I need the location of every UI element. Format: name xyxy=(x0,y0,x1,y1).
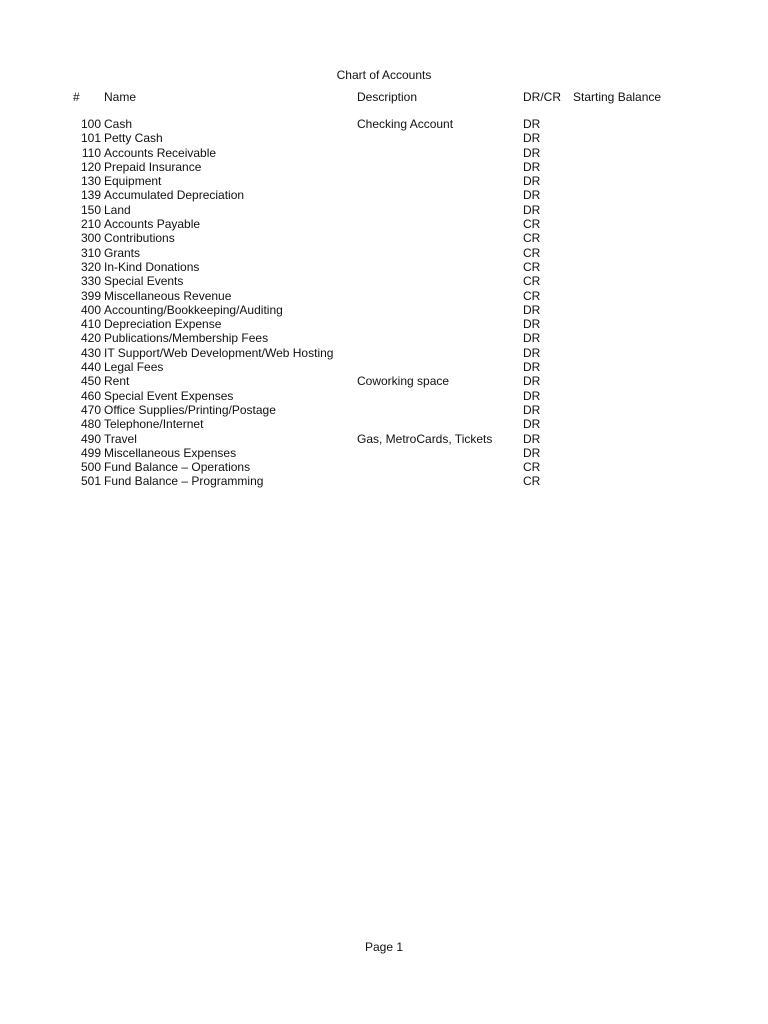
table-row xyxy=(0,160,768,174)
account-name: Accounts Receivable xyxy=(104,145,217,160)
account-drcr: CR xyxy=(523,474,541,489)
table-row xyxy=(0,146,768,160)
table-row xyxy=(0,188,768,202)
header-drcr: DR/CR xyxy=(523,90,561,104)
account-number: 330 xyxy=(80,274,101,289)
account-drcr: DR xyxy=(523,360,541,375)
page-number: Page 1 xyxy=(364,940,404,954)
table-row xyxy=(0,474,768,488)
account-number: 100 xyxy=(80,117,101,131)
account-drcr: DR xyxy=(523,145,541,160)
account-number: 501 xyxy=(80,474,101,489)
account-drcr: DR xyxy=(523,431,541,446)
account-number: 399 xyxy=(80,288,101,303)
account-number: 120 xyxy=(80,159,101,174)
table-row xyxy=(0,231,768,245)
table-row xyxy=(0,389,768,403)
account-number: 490 xyxy=(80,431,101,446)
account-drcr: CR xyxy=(523,460,541,475)
account-name: Contributions xyxy=(104,231,175,246)
table-row xyxy=(0,217,768,231)
table-row xyxy=(0,174,768,188)
account-number: 460 xyxy=(80,388,101,403)
account-name: Special Event Expenses xyxy=(104,388,234,403)
table-row xyxy=(0,460,768,474)
account-name: Special Events xyxy=(104,274,184,289)
account-number: 450 xyxy=(80,374,101,389)
account-number: 499 xyxy=(80,445,101,460)
account-number: 130 xyxy=(80,174,101,189)
account-drcr: DR xyxy=(523,374,541,389)
account-drcr: CR xyxy=(523,259,541,274)
table-row xyxy=(0,346,768,360)
account-name: Miscellaneous Expenses xyxy=(104,445,237,460)
table-row xyxy=(0,260,768,274)
account-name: Rent xyxy=(104,374,130,389)
account-name: Accounts Payable xyxy=(104,217,201,232)
account-drcr: DR xyxy=(523,302,541,317)
account-drcr: DR xyxy=(523,202,541,217)
account-name: IT Support/Web Development/Web Hosting xyxy=(104,345,334,360)
account-name: Miscellaneous Revenue xyxy=(104,288,232,303)
account-number: 210 xyxy=(80,217,101,232)
table-row xyxy=(0,417,768,431)
table-row xyxy=(0,303,768,317)
accounts-table xyxy=(0,117,768,489)
account-number: 430 xyxy=(80,345,101,360)
table-row xyxy=(0,117,768,131)
account-drcr: CR xyxy=(523,231,541,246)
account-drcr: CR xyxy=(523,217,541,232)
account-number: 320 xyxy=(80,259,101,274)
account-drcr: DR xyxy=(523,331,541,346)
account-number: 420 xyxy=(80,331,101,346)
account-name: Prepaid Insurance xyxy=(104,159,202,174)
account-number: 410 xyxy=(80,317,101,332)
table-row xyxy=(0,432,768,446)
table-row xyxy=(0,131,768,145)
account-number: 300 xyxy=(80,231,101,246)
account-name: Petty Cash xyxy=(104,131,163,146)
account-number: 139 xyxy=(80,188,101,203)
account-description: Checking Account xyxy=(357,117,454,131)
table-row xyxy=(0,274,768,288)
account-drcr: DR xyxy=(523,445,541,460)
account-drcr: DR xyxy=(523,345,541,360)
account-name: Land xyxy=(104,202,131,217)
table-row xyxy=(0,289,768,303)
account-name: Fund Balance – Programming xyxy=(104,474,264,489)
account-name: Travel xyxy=(104,431,137,446)
account-drcr: DR xyxy=(523,317,541,332)
account-number: 400 xyxy=(80,302,101,317)
account-name: Grants xyxy=(104,245,141,260)
account-drcr: DR xyxy=(523,417,541,432)
table-row xyxy=(0,331,768,345)
account-drcr: DR xyxy=(523,174,541,189)
table-row xyxy=(0,360,768,374)
account-drcr: DR xyxy=(523,188,541,203)
account-name: Depreciation Expense xyxy=(104,317,222,332)
account-drcr: CR xyxy=(523,245,541,260)
account-number: 150 xyxy=(80,202,101,217)
table-row xyxy=(0,317,768,331)
account-name: Accumulated Depreciation xyxy=(104,188,245,203)
account-drcr: DR xyxy=(523,388,541,403)
header-number: # xyxy=(73,90,80,104)
header-name: Name xyxy=(104,90,137,104)
column-headers xyxy=(0,90,768,104)
header-description: Description xyxy=(357,90,418,104)
account-description: Gas, MetroCards, Tickets xyxy=(357,431,493,446)
account-number: 500 xyxy=(80,460,101,475)
account-number: 310 xyxy=(80,245,101,260)
table-row xyxy=(0,374,768,388)
account-name: Legal Fees xyxy=(104,360,164,375)
account-number: 110 xyxy=(81,145,101,160)
header-starting-balance: Starting Balance xyxy=(573,90,662,104)
account-name: Cash xyxy=(104,117,133,131)
account-number: 101 xyxy=(80,131,101,146)
account-drcr: CR xyxy=(523,288,541,303)
account-name: Publications/Membership Fees xyxy=(104,331,269,346)
table-row xyxy=(0,203,768,217)
account-description: Coworking space xyxy=(357,374,450,389)
account-drcr: DR xyxy=(523,117,541,131)
account-name: In-Kind Donations xyxy=(104,259,200,274)
account-name: Fund Balance – Operations xyxy=(104,460,251,475)
account-name: Office Supplies/Printing/Postage xyxy=(104,402,276,417)
account-number: 480 xyxy=(80,417,101,432)
account-number: 470 xyxy=(80,402,101,417)
table-row xyxy=(0,246,768,260)
table-row xyxy=(0,403,768,417)
account-drcr: DR xyxy=(523,159,541,174)
account-number: 440 xyxy=(80,360,101,375)
page-title: Chart of Accounts xyxy=(336,68,432,82)
account-drcr: CR xyxy=(523,274,541,289)
table-row xyxy=(0,446,768,460)
account-drcr: DR xyxy=(523,402,541,417)
account-drcr: DR xyxy=(523,131,541,146)
account-name: Telephone/Internet xyxy=(104,417,204,432)
account-name: Equipment xyxy=(104,174,162,189)
account-name: Accounting/Bookkeeping/Auditing xyxy=(104,302,283,317)
